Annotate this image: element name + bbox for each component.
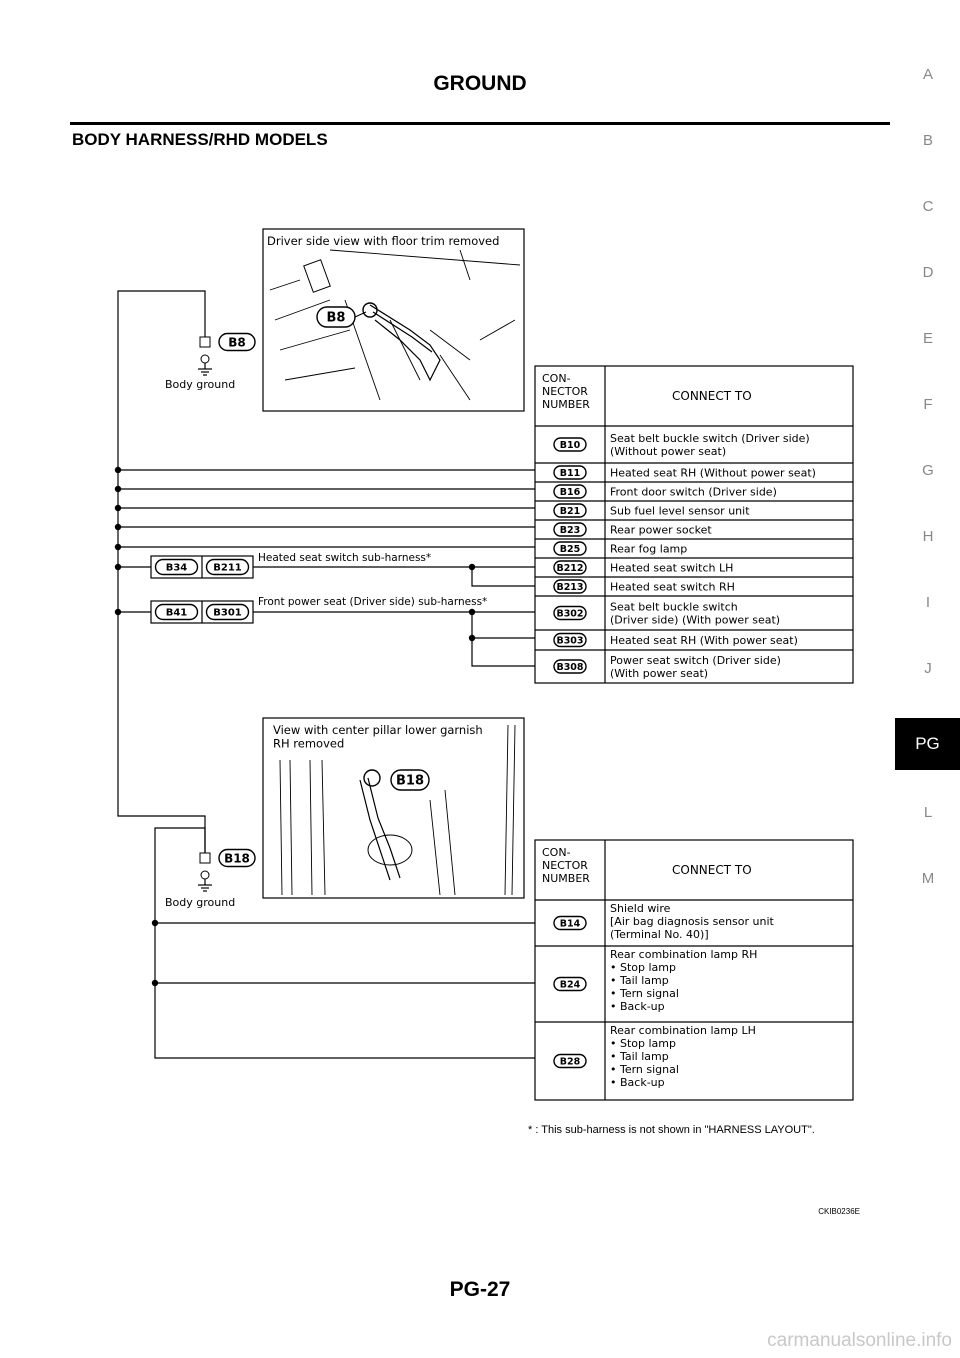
section-index-h: H (922, 528, 934, 545)
table1-text-b10: Seat belt buckle switch (Driver side) (Without power seat) (610, 432, 810, 458)
watermark: carmanualsonline.info (767, 1330, 952, 1351)
section-index-i: I (925, 594, 931, 611)
connector-square (200, 337, 210, 347)
subharness1-label: Heated seat switch sub-harness* (258, 552, 432, 564)
table1-text-b212: Heated seat switch LH (610, 561, 734, 575)
subharness2-b41-label: B41 (165, 607, 188, 619)
table1-row-b308-label: B308 (556, 661, 584, 673)
section-index-a: A (922, 66, 933, 83)
driver-view-callout-label: B8 (326, 310, 346, 326)
wire-subharness1-b213 (472, 567, 535, 586)
table1-text-b302: Seat belt buckle switch (Driver side) (With power seat) (610, 600, 781, 627)
section-index-f: F (923, 396, 933, 413)
table1-header-number: CON-NECTOR NUMBER (542, 372, 590, 411)
subharness2-b301-label: B301 (213, 607, 242, 619)
wire-junction-dot (115, 486, 121, 492)
pillar-view-title: View with center pillar lower garnish RH removed (273, 723, 483, 751)
table2-text-b28: Rear combination lamp LH • Stop lamp • Tail lamp • Tern signal • Back-up (610, 1024, 756, 1089)
section-index-j: J (924, 660, 932, 677)
wire-junction-dot (115, 467, 121, 473)
wire-subharness2-b308 (472, 612, 535, 666)
ground1-label: Body ground (165, 378, 236, 391)
subharness2-label: Front power seat (Driver side) sub-harness* (258, 596, 488, 608)
section-index-e: E (922, 330, 933, 347)
section-index-d: D (922, 264, 934, 281)
section-index-l: L (923, 804, 933, 821)
table1-row-b25-label: B25 (559, 543, 581, 555)
ground-terminal (201, 355, 209, 363)
table2-header-connect: CONNECT TO (672, 863, 752, 877)
table1-row-b16-label: B16 (559, 486, 581, 498)
wire-junction-dot (115, 524, 121, 530)
table2-row-b28-label: B28 (559, 1056, 581, 1068)
subharness1-b211-label: B211 (213, 562, 242, 574)
table1-row-b213-label: B213 (556, 581, 584, 593)
footnote: * : This sub-harness is not shown in "HARNESS LAYOUT". (528, 1124, 815, 1136)
ground-terminal (201, 871, 209, 879)
table1-text-b308: Power seat switch (Driver side) (With power seat) (610, 654, 781, 680)
table1-text-b23: Rear power socket (610, 523, 712, 537)
table1-row-b303-label: B303 (556, 635, 584, 647)
ground2-label: Body ground (165, 896, 236, 909)
driver-view-title: Driver side view with floor trim removed (267, 234, 500, 248)
table1-row-b302-label: B302 (556, 608, 584, 620)
ground1-connector-label: B8 (228, 335, 246, 350)
wire-junction-dot (115, 505, 121, 511)
table2-text-b24: Rear combination lamp RH • Stop lamp • Tail lamp • Tern signal • Back-up (610, 948, 758, 1013)
table1-row-b11-label: B11 (559, 467, 581, 479)
table1-text-b21: Sub fuel level sensor unit (610, 504, 750, 518)
section-index-b: B (922, 132, 933, 149)
page-header: GROUND (433, 72, 527, 95)
subharness1-b34-label: B34 (165, 562, 188, 574)
table1-text-b213: Heated seat switch RH (610, 580, 735, 594)
section-index-m: M (921, 870, 935, 887)
table2-text-b14: Shield wire [Air bag diagnosis sensor unit (Terminal No. 40)] (610, 902, 774, 941)
section-index-g: G (922, 462, 934, 479)
ground2-connector-label: B18 (224, 851, 250, 866)
figure-code: CKIB0236E (818, 1207, 860, 1216)
section-index-c: C (922, 198, 934, 215)
connector-square (200, 853, 210, 863)
table1-row-b21-label: B21 (559, 505, 581, 517)
table1-header-connect: CONNECT TO (672, 389, 752, 403)
table2-row-b24-label: B24 (559, 979, 581, 991)
pillar-view-callout-label: B18 (396, 773, 424, 789)
page-number: PG-27 (449, 1278, 511, 1301)
table1-text-b25: Rear fog lamp (610, 542, 688, 556)
table1-row-b23-label: B23 (559, 524, 581, 536)
table2-header-number: CON-NECTOR NUMBER (542, 846, 590, 885)
table1-row-b212-label: B212 (556, 562, 584, 574)
table1-text-b303: Heated seat RH (With power seat) (610, 634, 798, 647)
table1-text-b11: Heated seat RH (Without power seat) (610, 466, 816, 480)
table1-text-b16: Front door switch (Driver side) (610, 485, 777, 499)
table1-row-b10-label: B10 (559, 439, 581, 451)
table2-row-b14-label: B14 (559, 918, 581, 930)
wire-junction-dot (115, 544, 121, 550)
section-title: BODY HARNESS/RHD MODELS (72, 130, 328, 149)
section-index-pg: PG (895, 718, 960, 770)
